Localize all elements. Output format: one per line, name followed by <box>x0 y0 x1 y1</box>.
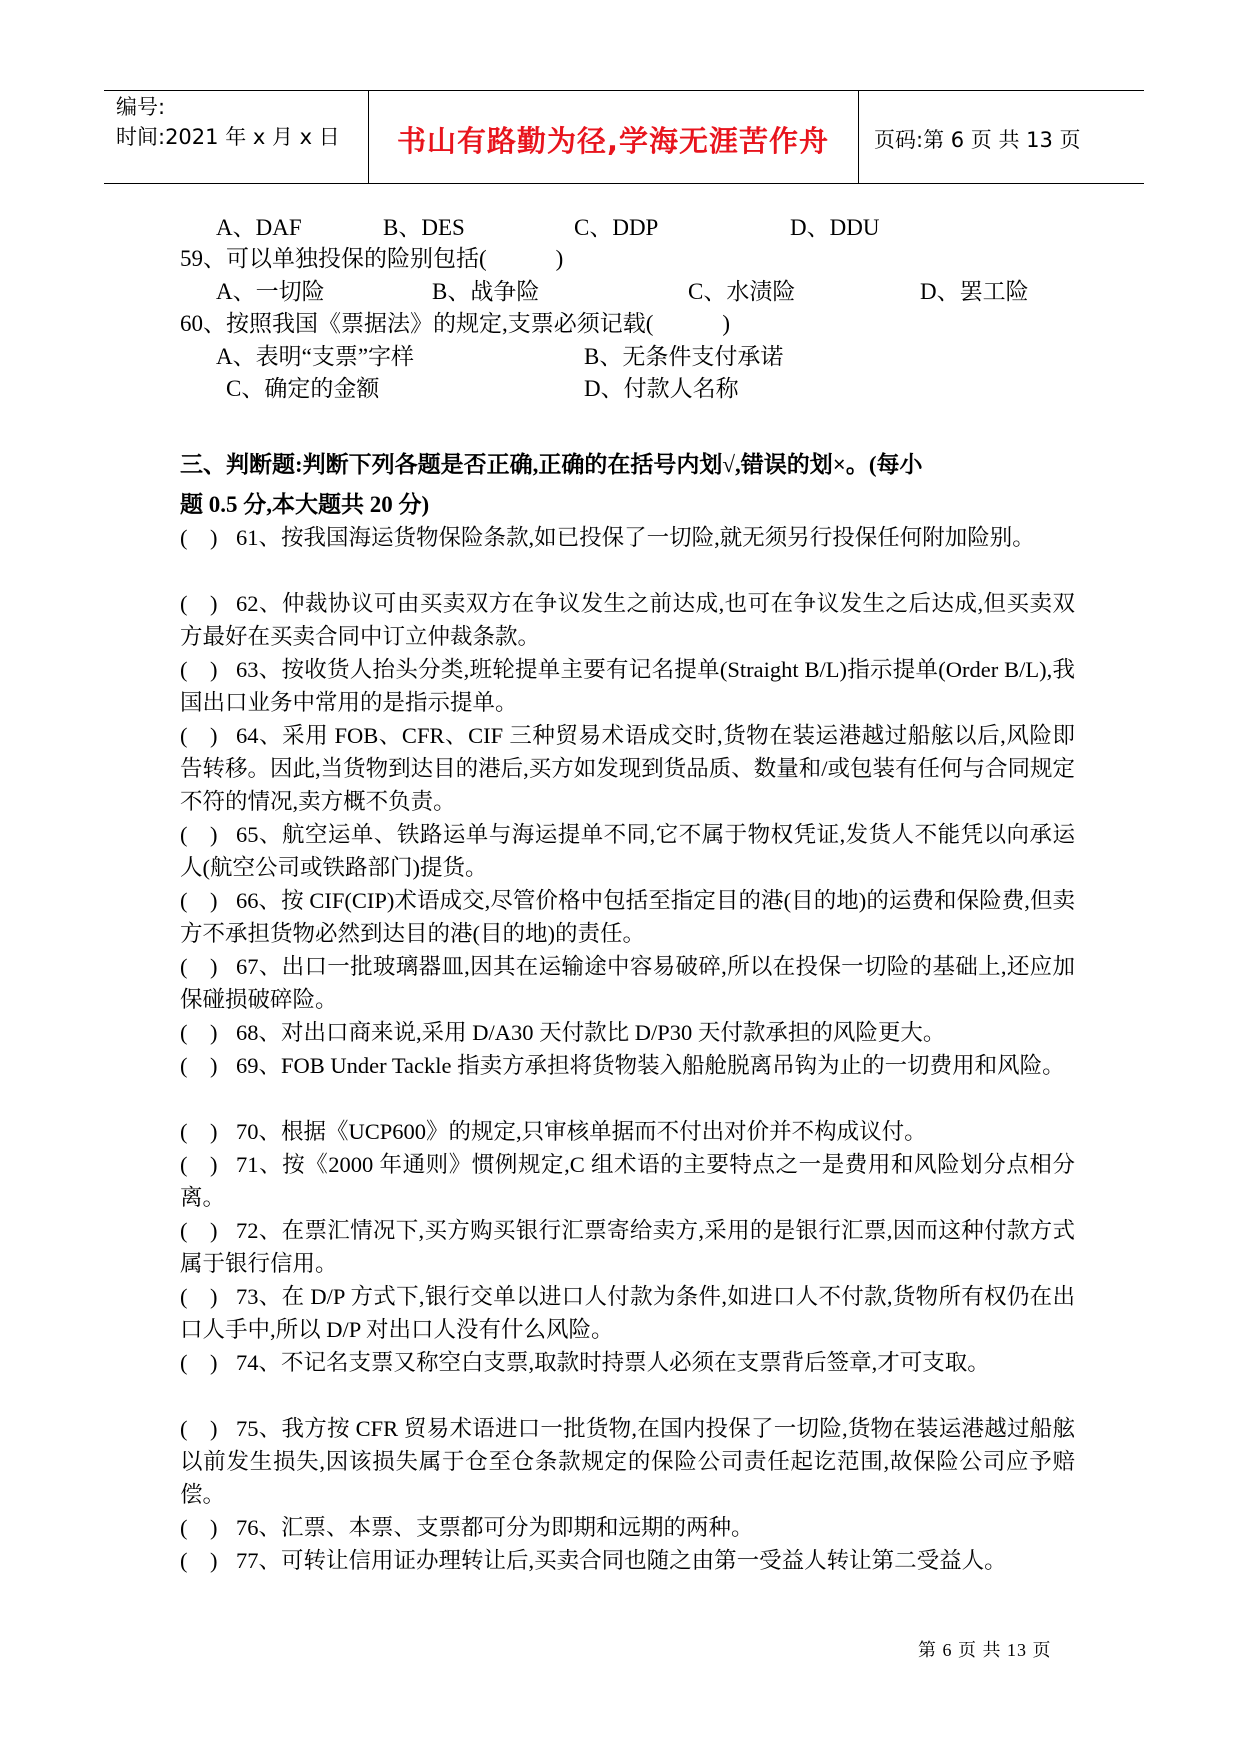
q60-option-c: C、确定的金额 <box>226 376 380 401</box>
q60-option-a: A、表明“支票”字样 <box>216 344 415 369</box>
q59-option-b: B、战争险 <box>432 279 540 304</box>
answer-parens[interactable]: ( ) <box>180 1152 218 1177</box>
header-left-cell <box>104 91 369 183</box>
answer-parens[interactable]: ( ) <box>180 1020 218 1045</box>
q59-stem: 59、可以单独投保的险别包括( ) <box>180 246 564 271</box>
judge-item-61 <box>180 521 1075 554</box>
judge-item-text: 71、按《2000 年通则》惯例规定,C 组术语的主要特点之一是费用和风险划分点相分离。 <box>180 1152 1075 1210</box>
judge-item-text: 66、按 CIF(CIP)术语成交,尽管价格中包括至指定目的港(目的地)的运费和保险费,但卖方不承担货物必然到达目的港(目的地)的责任。 <box>180 888 1075 946</box>
time-label: 时间:2021 年 x 月 x 日 <box>116 125 340 149</box>
q58-option-d: D、DDU <box>790 215 880 240</box>
page-footer: 第 6 页 共 13 页 <box>918 1640 1052 1660</box>
judge-item-text: 62、仲裁协议可由买卖双方在争议发生之前达成,也可在争议发生之后达成,但买卖双方最好在买卖合同中订立仲裁条款。 <box>180 591 1075 649</box>
header-right-cell <box>860 91 1144 183</box>
header-motto-cell <box>368 91 859 183</box>
q60-option-b: B、无条件支付承诺 <box>584 344 784 369</box>
judge-item-text: 75、我方按 CFR 贸易术语进口一批货物,在国内投保了一切险,货物在装运港越过船舷以前发生损失,因该损失属于仓至仓条款规定的保险公司责任起讫范围,故保险公司应予赔偿。 <box>180 1416 1075 1507</box>
answer-parens[interactable]: ( ) <box>180 1515 218 1540</box>
judge-item-62 <box>180 587 1075 653</box>
page-header <box>104 90 1144 184</box>
answer-parens[interactable]: ( ) <box>180 1416 218 1441</box>
q58-option-c: C、DDP <box>574 215 659 240</box>
answer-parens[interactable]: ( ) <box>180 525 218 550</box>
judge-item-69 <box>180 1049 1075 1082</box>
judge-item-text: 69、FOB Under Tackle 指卖方承担将货物装入船舱脱离吊钩为止的一切费用和风险。 <box>236 1053 1065 1078</box>
answer-parens[interactable]: ( ) <box>180 888 218 913</box>
judge-item-77 <box>180 1544 1075 1577</box>
judge-item-text: 65、航空运单、铁路运单与海运提单不同,它不属于物权凭证,发货人不能凭以向承运人(航空公司或铁路部门)提货。 <box>180 822 1075 880</box>
judge-item-68 <box>180 1016 1075 1049</box>
judge-item-76 <box>180 1511 1075 1544</box>
answer-parens[interactable]: ( ) <box>180 657 218 682</box>
q60-option-d: D、付款人名称 <box>584 376 739 401</box>
answer-parens[interactable]: ( ) <box>180 822 218 847</box>
q59-option-d: D、罢工险 <box>920 279 1029 304</box>
judge-item-75 <box>180 1412 1075 1511</box>
judge-item-text: 77、可转让信用证办理转让后,买卖合同也随之由第一受益人转让第二受益人。 <box>236 1548 1007 1573</box>
judge-item-text: 61、按我国海运货物保险条款,如已投保了一切险,就无须另行投保任何附加险别。 <box>236 525 1035 550</box>
q60-stem: 60、按照我国《票据法》的规定,支票必须记载( ) <box>180 311 731 336</box>
answer-parens[interactable]: ( ) <box>180 1284 218 1309</box>
answer-parens[interactable]: ( ) <box>180 723 218 748</box>
answer-parens[interactable]: ( ) <box>180 1119 218 1144</box>
judge-item-text: 67、出口一批玻璃器皿,因其在运输途中容易破碎,所以在投保一切险的基础上,还应加保碰损破碎险。 <box>180 954 1075 1012</box>
section-title-line-2: 题 0.5 分,本大题共 20 分) <box>180 492 430 517</box>
q58-option-a: A、DAF <box>216 215 302 240</box>
q58-option-b: B、DES <box>383 215 465 240</box>
judge-item-text: 74、不记名支票又称空白支票,取款时持票人必须在支票背后签章,才可支取。 <box>236 1350 990 1375</box>
judge-item-64 <box>180 719 1075 818</box>
motto: 书山有路勤为径,学海无涯苦作舟 <box>396 124 830 158</box>
judge-item-70 <box>180 1115 1075 1148</box>
answer-parens[interactable]: ( ) <box>180 1350 218 1375</box>
answer-parens[interactable]: ( ) <box>180 591 218 616</box>
judge-item-text: 70、根据《UCP600》的规定,只审核单据而不付出对价并不构成议付。 <box>236 1119 927 1144</box>
header-page-info: 页码:第 6 页 共 13 页 <box>874 128 1081 152</box>
answer-parens[interactable]: ( ) <box>180 1218 218 1243</box>
judge-item-63 <box>180 653 1075 719</box>
number-label: 编号: <box>116 95 166 119</box>
judge-item-73 <box>180 1280 1075 1346</box>
q59-option-c: C、水渍险 <box>688 279 796 304</box>
judge-item-text: 68、对出口商来说,采用 D/A30 天付款比 D/P30 天付款承担的风险更大。 <box>236 1020 946 1045</box>
judge-item-65 <box>180 818 1075 884</box>
judge-item-text: 63、按收货人抬头分类,班轮提单主要有记名提单(Straight B/L)指示提单(Order B/L),我国出口业务中常用的是指示提单。 <box>180 657 1075 715</box>
judge-item-67 <box>180 950 1075 1016</box>
judge-item-text: 72、在票汇情况下,买方购买银行汇票寄给卖方,采用的是银行汇票,因而这种付款方式属于银行信用。 <box>180 1218 1075 1276</box>
judge-item-71 <box>180 1148 1075 1214</box>
judge-item-72 <box>180 1214 1075 1280</box>
answer-parens[interactable]: ( ) <box>180 1053 218 1078</box>
answer-parens[interactable]: ( ) <box>180 1548 218 1573</box>
judge-item-text: 76、汇票、本票、支票都可分为即期和远期的两种。 <box>236 1515 754 1540</box>
judge-item-text: 73、在 D/P 方式下,银行交单以进口人付款为条件,如进口人不付款,货物所有权仍在出口人手中,所以 D/P 对出口人没有什么风险。 <box>180 1284 1075 1342</box>
answer-parens[interactable]: ( ) <box>180 954 218 979</box>
section-title-line-1: 三、判断题:判断下列各题是否正确,正确的在括号内划√,错误的划×。(每小 <box>180 452 923 477</box>
q59-option-a: A、一切险 <box>216 279 325 304</box>
judge-item-66 <box>180 884 1075 950</box>
judge-item-74 <box>180 1346 1075 1379</box>
judge-item-text: 64、采用 FOB、CFR、CIF 三种贸易术语成交时,货物在装运港越过船舷以后,风险即告转移。因此,当货物到达目的港后,买方如发现到货品质、数量和/或包装有任何与合同规定不符的情况,卖方概不负责。 <box>180 723 1076 814</box>
